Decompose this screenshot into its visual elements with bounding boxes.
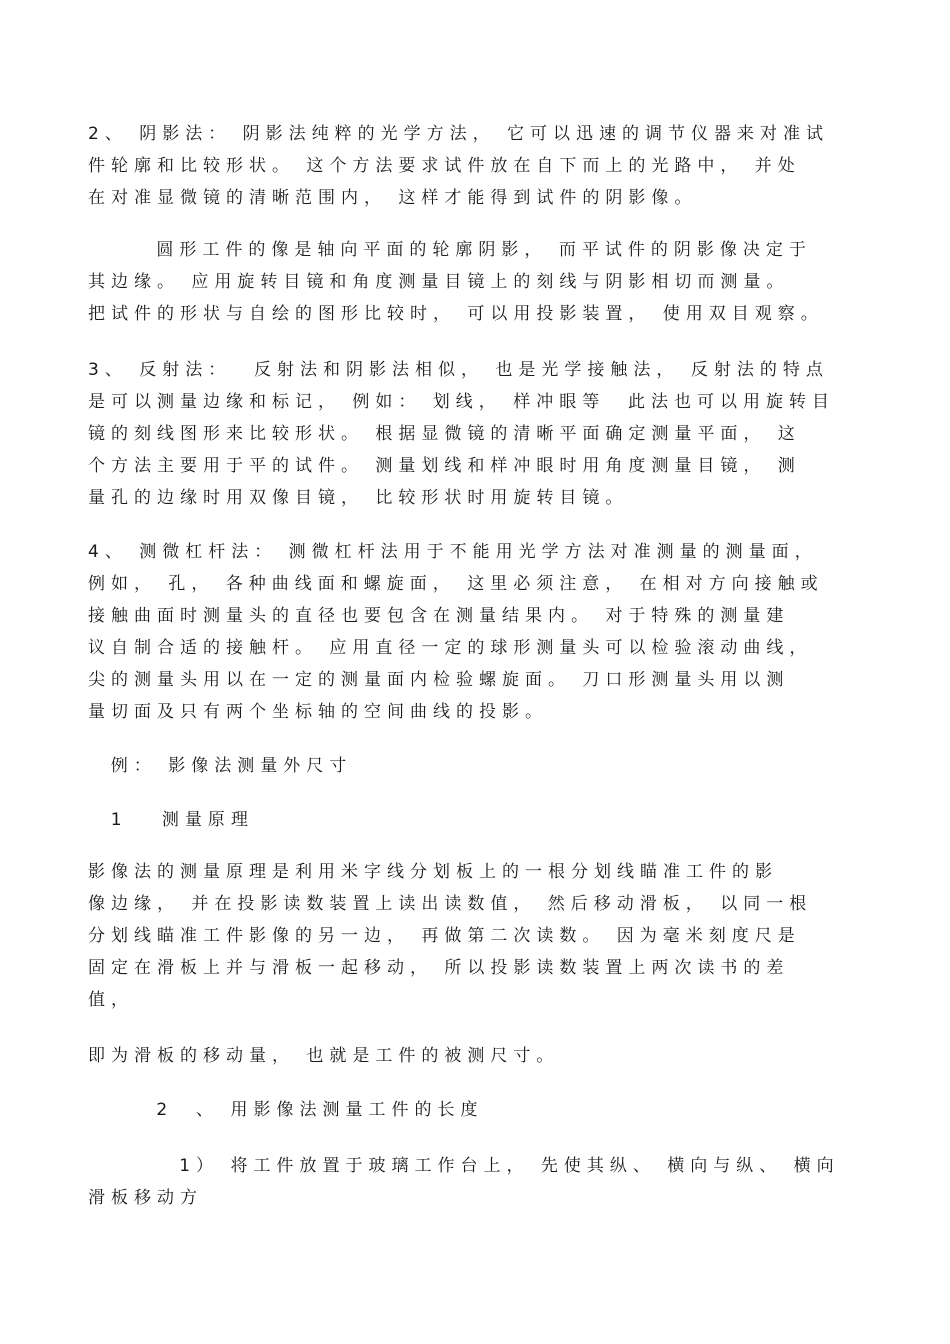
text-line: 其边缘。 应用旋转目镜和角度测量目镜上的刻线与阴影相切而测量。 xyxy=(88,272,790,292)
text-line: 例： 影像法测量外尺寸 xyxy=(88,756,353,776)
text-line: 像边缘， 并在投影读数装置上读出读数值， 然后移动滑板， 以同一根 xyxy=(88,894,813,914)
text-line: 值， xyxy=(88,990,134,1010)
paragraph-reflection-method xyxy=(88,354,878,514)
text-line: 4、 测微杠杆法： 测微杠杆法用于不能用光学方法对准测量的测量面， xyxy=(88,542,818,562)
text-line: 2 、 用影像法测量工件的长度 xyxy=(88,1100,484,1120)
text-line: 1 测量原理 xyxy=(88,810,254,830)
text-line: 分划线瞄准工件影像的另一边， 再做第二次读数。 因为毫米刻度尺是 xyxy=(88,926,801,946)
text-line: 件轮廓和比较形状。 这个方法要求试件放在自下而上的光路中， 并处 xyxy=(88,156,801,176)
text-line: 议自制合适的接触杆。 应用直径一定的球形测量头可以检验滚动曲线， xyxy=(88,638,813,658)
text-line: 接触曲面时测量头的直径也要包含在测量结果内。 对于特殊的测量建 xyxy=(88,606,790,626)
text-line: 圆形工件的像是轴向平面的轮廓阴影， 而平试件的阴影像决定于 xyxy=(88,240,812,260)
text-line: 是可以测量边缘和标记， 例如： 划线， 样冲眼等 此法也可以用旋转目 xyxy=(88,392,836,412)
paragraph-micro-lever-method xyxy=(88,536,878,728)
example-heading xyxy=(88,750,878,782)
text-line: 即为滑板的移动量， 也就是工件的被测尺寸。 xyxy=(88,1046,560,1066)
paragraph-step-1 xyxy=(88,1150,878,1214)
text-line: 尖的测量头用以在一定的测量面内检验螺旋面。 刀口形测量头用以测 xyxy=(88,670,790,690)
text-line: 把试件的形状与自绘的图形比较时， 可以用投影装置， 使用双目观察。 xyxy=(88,304,824,324)
text-line: 3、 反射法： 反射法和阴影法相似， 也是光学接触法， 反射法的特点 xyxy=(88,360,829,380)
paragraph-shadow-method xyxy=(88,118,878,214)
paragraph-round-workpiece xyxy=(88,234,878,330)
text-line: 2、 阴影法： 阴影法纯粹的光学方法， 它可以迅速的调节仪器来对准试 xyxy=(88,124,830,144)
text-line: 1） 将工件放置于玻璃工作台上， 先使其纵、 横向与纵、 横向 xyxy=(88,1156,840,1176)
text-line: 例如， 孔， 各种曲线面和螺旋面， 这里必须注意， 在相对方向接触或 xyxy=(88,574,824,594)
text-line: 量切面及只有两个坐标轴的空间曲线的投影。 xyxy=(88,702,548,722)
text-line: 固定在滑板上并与滑板一起移动， 所以投影读数装置上两次读书的差 xyxy=(88,958,790,978)
text-line: 个方法主要用于平的试件。 测量划线和样冲眼时用角度测量目镜， 测 xyxy=(88,456,801,476)
text-line: 在对准显微镜的清晰范围内， 这样才能得到试件的阴影像。 xyxy=(88,188,698,208)
text-line: 滑板移动方 xyxy=(88,1188,203,1208)
paragraph-principle-cont xyxy=(88,1040,878,1072)
section-heading-length xyxy=(88,1094,878,1126)
text-line: 量孔的边缘时用双像目镜， 比较形状时用旋转目镜。 xyxy=(88,488,629,508)
section-heading-principle xyxy=(88,804,878,836)
paragraph-principle xyxy=(88,856,878,1016)
text-line: 影像法的测量原理是利用米字线分划板上的一根分划线瞄准工件的影 xyxy=(88,862,778,882)
text-line: 镜的刻线图形来比较形状。 根据显微镜的清晰平面确定测量平面， 这 xyxy=(88,424,801,444)
